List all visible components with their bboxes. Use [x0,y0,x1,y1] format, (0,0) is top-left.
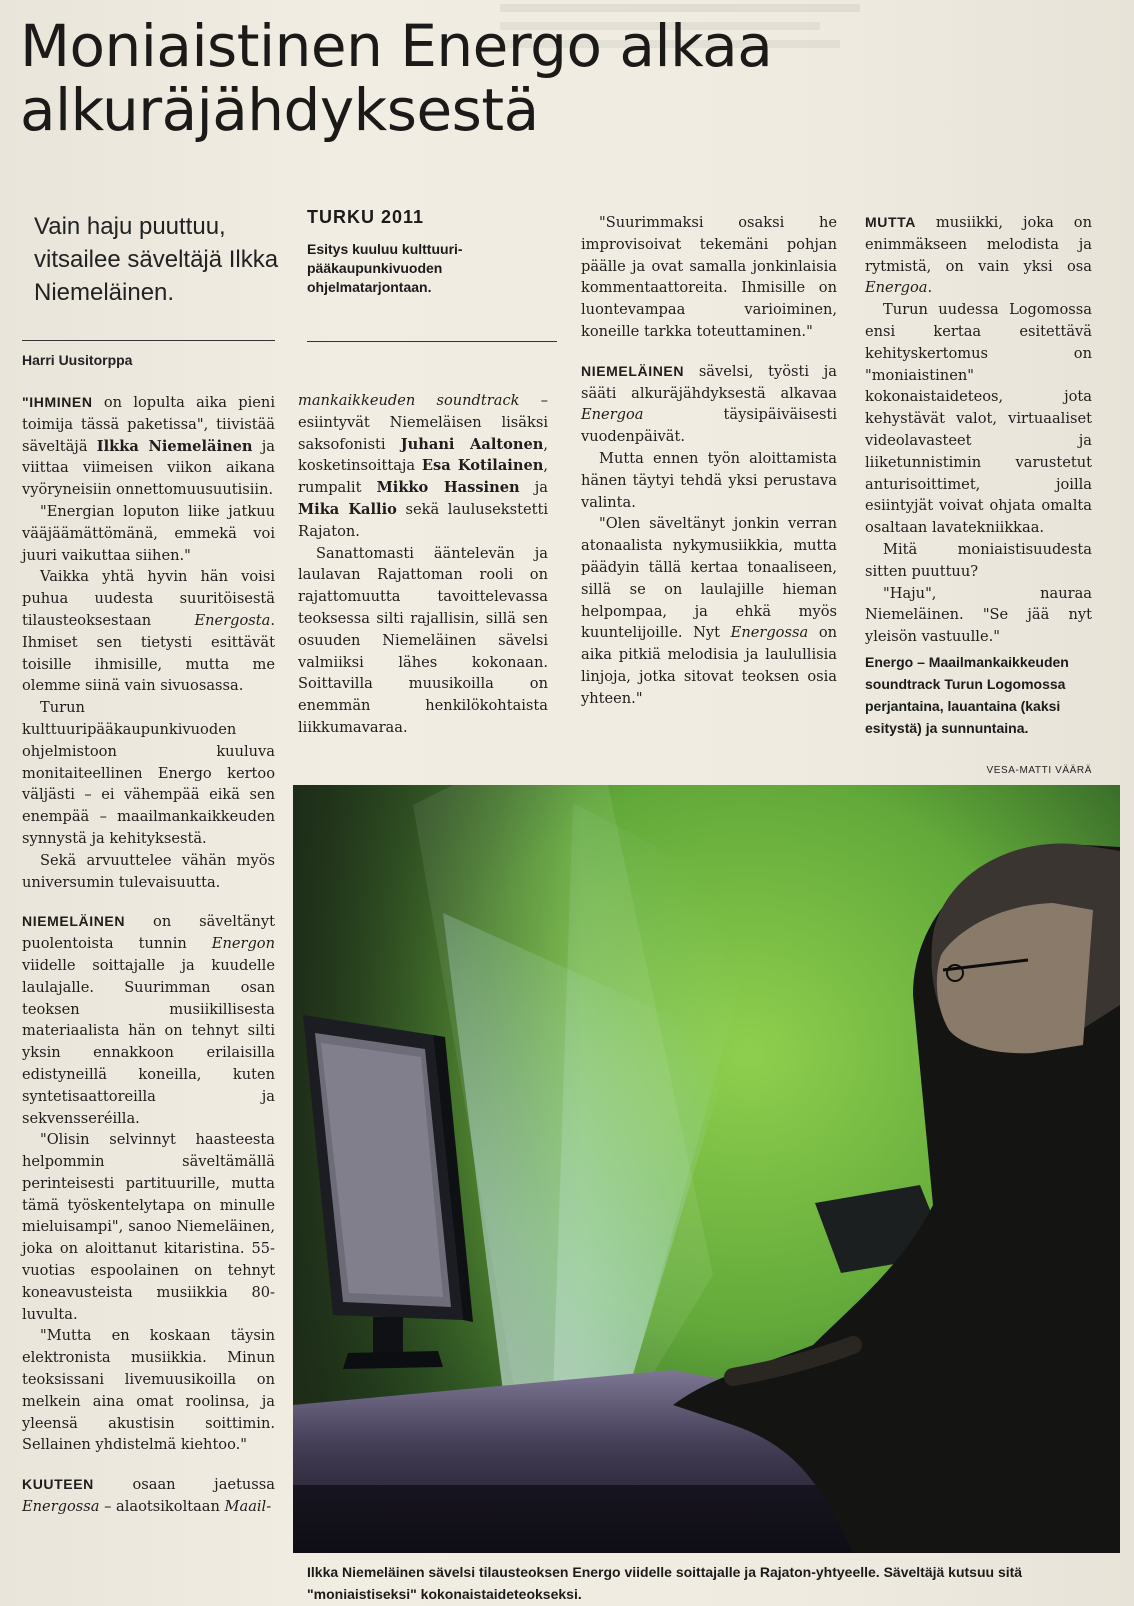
person-name: Ilkka Niemeläinen [96,437,253,455]
text: , rumpalit [298,457,548,497]
paragraph: Turun kulttuuripääkaupunkivuoden ohjelmistoon kuuluva monitaiteellinen Energo kertoo väljästi – ei vähempää eikä sen enempää – maailmankaikkeuden synnystä ja kehityksestä. [22,699,275,847]
text: on lopulta aika pieni toimija tässä paketissa", tiivistää säveltäjä [22,394,275,455]
text: sävelsi, työsti ja sääti alkuräjähdyksestä alkavaa [581,362,837,402]
deck: Vain haju puuttuu, vitsailee säveltäjä Ilkka Niemeläinen. [34,213,279,306]
lead-caps: NIEMELÄINEN [581,362,685,379]
paragraph: "Suurimmaksi osaksi he improvisoivat tekemäni pohjan päälle ja ovat samalla jonkinlaisia kommentaattoreita. Ihmisille on luontevampaa varioiminen, koneille tarkka toteuttaminen." [581,214,837,340]
photo [293,785,1120,1553]
column-4 [865,212,1092,648]
paragraph [22,566,275,697]
column-2 [298,390,548,739]
text: täysipäiväisesti vuodenpäivät. [581,406,837,446]
text: musiikki, joka on enimmäkseen melodista ja rytmistä, on vain yksi osa [865,214,1092,275]
paragraph [581,361,837,448]
factbox-text: Esitys kuuluu kulttuuri-pääkaupunkivuoden ohjelmatarjontaan. [307,241,463,295]
lead-caps: NIEMELÄINEN [22,913,126,930]
column-1 [22,392,275,1518]
photo-caption: Ilkka Niemeläinen sävelsi tilausteoksen Energo viidelle soittajalle ja Rajaton-yhtyeelle. Säveltäjä kutsuu sitä "moniaistiseksi" kokonaistaideteokseksi. [307,1564,1023,1602]
person-name: Mika Kallio [298,500,397,518]
factbox-rule [307,341,557,342]
emphasis: Maail- [224,1498,272,1516]
paragraph [865,212,1092,299]
paragraph: Mutta ennen työn aloittamista hänen täytyi tehdä yksi perustava valinta. [581,449,837,511]
paragraph [581,513,837,709]
text: ja viittaa viimeisen viikon aikana vyöryneisiin onnettomuusuutisiin. [22,437,275,499]
emphasis: Energoa [865,279,928,297]
lead-caps: MUTTA [865,214,916,230]
emphasis: Energoa [581,406,644,424]
paragraph: "Mutta en koskaan täysin elektronista musiikkia. Minun teoksissani livemuusikoilla on melkein aina omat roolinsa, ja yleensä akustisin soittimin. Sellainen yhdistelmä kiehtoo." [22,1327,275,1454]
deck-rule [22,340,275,341]
person-name: Mikko Hassinen [376,479,520,497]
text: "Olen säveltänyt jonkin verran atonaalista nykymusiikkia, mutta päädyin tällä kertaa tonaaliseen, sillä se on laulajille hieman helpompaa, ja ehkä myös kuuntelijoille. Nyt [581,515,837,642]
paragraph [22,392,275,501]
paragraph [22,1474,275,1518]
column-3 [581,212,837,710]
text: Vaikka yhtä hyvin hän voisi puhua uudesta suuritöisestä tilausteoksestaan [22,568,275,629]
emphasis: mankaikkeuden soundtrack [298,392,520,409]
text: osaan jaetussa [93,1476,275,1494]
text: – esiintyvät Niemeläisen lisäksi saksofonisti [298,392,548,453]
text: ja [519,479,548,497]
text: , kosketinsoittaja [298,435,548,475]
paragraph: Sekä arvuuttelee vähän myös universumin tulevaisuutta. [22,851,275,891]
byline: Harri Uusitorppa [22,352,133,368]
paragraph [22,911,275,1129]
emphasis: Energon [211,935,275,953]
lead-caps: KUUTEEN [22,1476,94,1493]
event-info: Energo – Maailmankaikkeuden soundtrack Turun Logomossa perjantaina, lauantaina (kaksi esitystä) ja sunnuntaina. [865,654,1069,736]
paragraph: Turun uudessa Logomossa ensi kertaa esitettävä kehityskertomus on "moniaistinen" kokonaistaideteos, jota kehystävät valot, virtuaaliset videolavasteet ja liiketunnistimin varustetut anturisoittimet, joilla esiintyjät voivat ohjata omalta osaltaan lavatekniikkaa. [865,301,1092,537]
text: on aika pitkiä melodisia ja laulullisia linjoja, jotka sitovat teoksen osia yhteen." [581,624,838,707]
text: . Ihmiset sen tietysti esittävät toisille ihmisille, mutta me olemme siinä vain sivuosassa. [22,611,275,695]
text: viidelle soittajalle ja kuudelle laulajalle. Suurimman osan teoksen musiikillisesta materiaalista hän on tehnyt silti yksin ennakkoon erilaisilla edistyneillä koneilla, kuten syntetisaattoreilla ja sekvensseréilla. [22,956,275,1127]
paragraph: "Haju", nauraa Niemeläinen. "Se jää nyt yleisön vastuulle." [865,584,1092,646]
photo-credit: VESA-MATTI VÄÄRÄ [986,765,1092,776]
paragraph: "Olisin selvinnyt haasteesta helpommin säveltämällä perinteisesti partituurille, mutta tämä työskentelytapa on minulle mieluisampi", sanoo Niemeläinen, joka on aloittanut kitaristina. 55-vuotias espoolainen on tehnyt koneavusteista musiikkia 80-luvulta. [22,1131,275,1323]
text: . [927,279,933,297]
factbox-title: TURKU 2011 [307,207,425,227]
emphasis: Energossa [730,624,809,642]
lead-caps: "IHMINEN [22,394,93,410]
paragraph: "Energian loputon liike jatkuu vääjäämättömänä, emmekä voi juuri vaikuttaa siihen." [22,502,275,564]
headline: Moniaistinen Energo alkaa alkuräjähdyksestä [20,12,773,144]
text: – alaotsikoltaan [99,1498,225,1516]
text: sekä laulusekstetti Rajaton. [298,500,548,540]
person-name: Esa Kotilainen [421,457,544,475]
paragraph: Mitä moniaistisuudesta sitten puuttuu? [865,540,1092,580]
text: on säveltänyt puolentoista tunnin [22,913,275,953]
emphasis: Energosta [194,611,271,629]
person-name: Juhani Aaltonen [400,435,544,453]
paragraph [298,390,548,543]
emphasis: Energossa [22,1498,100,1516]
paragraph: Sanattomasti ääntelevän ja laulavan Rajattoman rooli on rajattomuutta tavoittelevassa teoksessa silti rajallisin, sillä sen osuuden Niemeläinen sävelsi valmiiksi lähes kokonaan. Soittavilla muusikoilla on enemmän henkilökohtaista liikkumavaraa. [298,544,548,736]
